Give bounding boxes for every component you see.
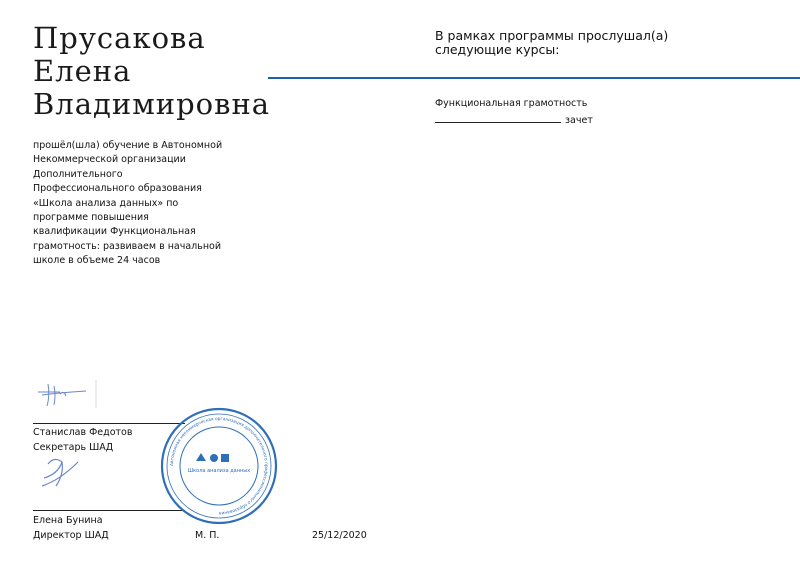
description-line: «Школа анализа данных» по	[33, 197, 179, 209]
description-line: прошёл(шла) обучение в Автономной	[33, 140, 223, 151]
training-description	[33, 139, 233, 269]
svg-text:Автономная некоммерческая орга	[169, 417, 269, 515]
description-line: Дополнительного	[33, 168, 123, 180]
result-underline	[435, 113, 561, 123]
accent-divider	[268, 77, 800, 79]
course-result: зачет	[565, 115, 593, 126]
courses-heading-line: следующие курсы:	[435, 42, 560, 57]
name-line-surname: Прусакова	[33, 21, 206, 55]
issue-date: 25/12/2020	[312, 530, 367, 541]
signatory-1-name: Станислав Федотов	[33, 427, 133, 438]
stamp-center-text: Школа анализа данных	[187, 468, 251, 474]
organization-stamp	[159, 406, 279, 526]
signature-2-handwriting	[34, 452, 84, 492]
signatory-2-position: Директор ШАД	[33, 530, 109, 541]
course-name: Функциональная грамотность	[435, 98, 588, 109]
description-line: грамотность: развиваем в начальной	[33, 240, 222, 252]
logo-circle-icon	[210, 454, 218, 462]
stamp-place-mark: М. П.	[195, 530, 220, 541]
courses-heading-line: В рамках программы прослушал(а)	[435, 28, 669, 43]
description-line: школе в объеме 24 часов	[33, 255, 161, 267]
description-line: программе повышения	[33, 212, 149, 224]
name-line-patronymic: Владимировна	[33, 87, 271, 121]
course-result-row	[435, 113, 593, 126]
courses-heading	[435, 29, 668, 57]
description-line: Некоммерческой организации	[33, 154, 186, 166]
recipient-name	[33, 22, 270, 121]
signatory-1-position: Секретарь ШАД	[33, 442, 114, 453]
signatory-2-name: Елена Бунина	[33, 515, 103, 526]
name-line-first: Елена	[33, 54, 132, 88]
description-line: квалификации Функциональная	[33, 226, 196, 238]
description-line: Профессионального образования	[33, 183, 202, 195]
logo-triangle-icon	[196, 453, 206, 461]
stamp-ring-text: Автономная некоммерческая организация дополнительного профессионального образования	[169, 416, 269, 516]
logo-square-icon	[221, 454, 229, 462]
signature-1-handwriting	[34, 378, 104, 410]
